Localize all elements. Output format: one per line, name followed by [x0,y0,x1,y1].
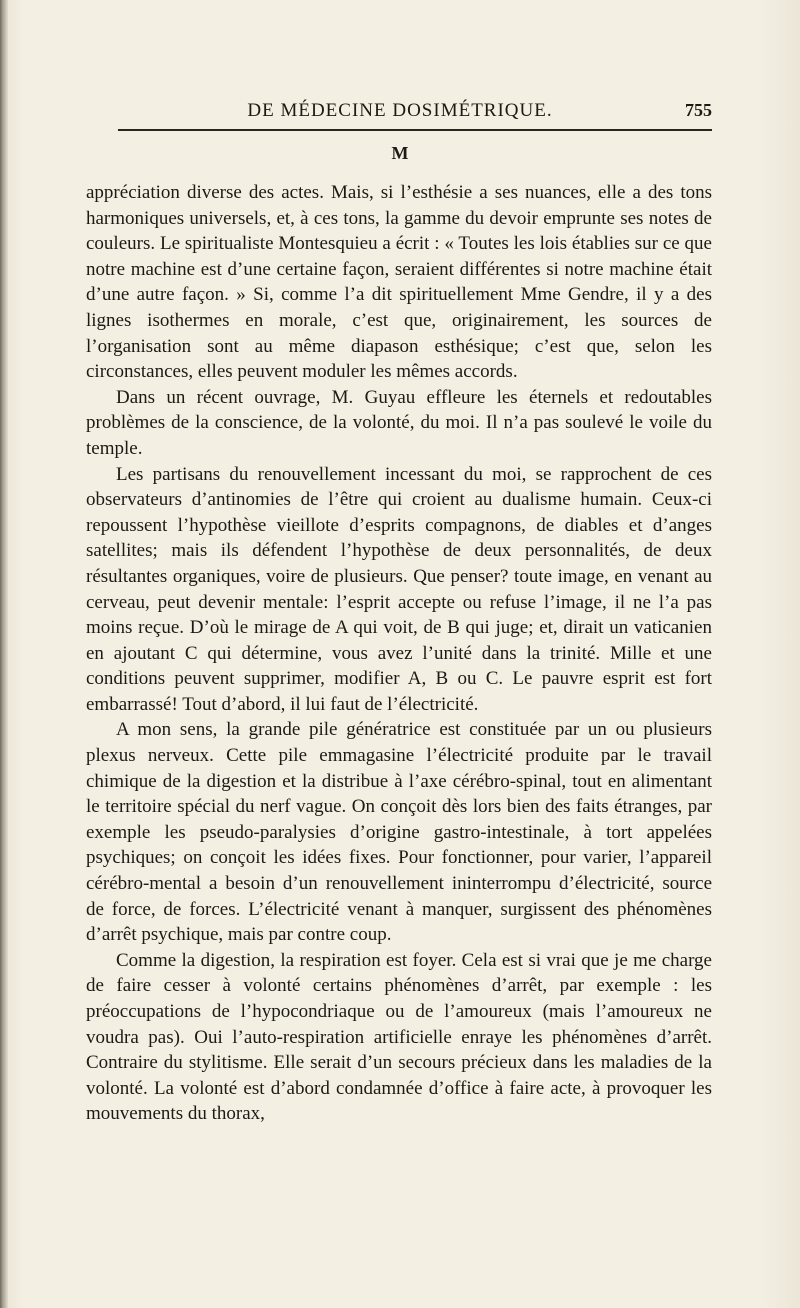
paragraph: Dans un récent ouvrage, M. Guyau effleure les éternels et redoutables problèmes de la conscience, de la volonté, du moi. Il n’a pas soulevé le voile du temple. [86,386,712,459]
paragraph: A mon sens, la grande pile génératrice est constituée par un ou plusieurs plexus nerveux. Cette pile emmagasine l’électricité produite par le travail chimique de la digestion et la distribue à l’axe cérébro-spinal, tout en alimentant le territoire spécial du nerf vague. On conçoit dès lors bien des faits étranges, par exemple les pseudo-paralysies d’origine gastro-intestinale, à tort appelées psychiques; on conçoit les idées fixes. Pour fonctionner, pour varier, l’appareil cérébro-mental a besoin d’un renouvellement ininterrompu d’électricité, source de force, de forces. L’électricité venant à manquer, surgissent des phénomènes d’arrêt psychique, mais par contre coup. [86,719,712,946]
signature-mark: M [391,143,409,163]
paragraph: Les partisans du renouvellement incessant du moi, se rapprochent de ces observateurs d’antinomies de l’être qui croient au dualisme humain. Ceux-ci repoussent l’hypothèse vieillote d’esprits compagnons, de diables et d’anges satellites; mais ils défendent l’hypothèse de deux personnalités, de deux résultantes organiques, voire de plusieurs. Que penser? toute image, en venant au cerveau, peut devenir mentale: l’esprit accepte ou refuse l’image, il ne l’a pas moins reçue. D’où le mirage de A qui voit, de B qui juge; et, dirait un vaticanien en ajoutant C qui détermine, vous avez l’unité dans la trinité. Mille et une conditions peuvent supprimer, modifier A, B ou C. Le pauvre esprit est fort embarrassé! Tout d’abord, il lui faut de l’électricité. [86,463,712,715]
paragraph: appréciation diverse des actes. Mais, si l’esthésie a ses nuances, elle a des tons harmoniques universels, et, à ces tons, la gamme du devoir emprunte ses notes de couleurs. Le spiritualiste Montesquieu a écrit : « Toutes les lois établies sur ce que notre machine est d’une certaine façon, seraient différentes si notre machine était d’une autre façon. » Si, comme l’a dit spirituellement Mme Gendre, il y a des lignes isothermes en morale, c’est que, originairement, les sources de l’organisation sont au même diapason esthésique; c’est que, selon les circonstances, elles peuvent moduler les mêmes accords. [86,182,712,383]
running-head [88,98,712,126]
page-number: 755 [685,100,712,120]
header-rule [118,129,712,131]
paragraph: Comme la digestion, la respiration est foyer. Cela est si vrai que je me charge de faire cesser à volonté certains phénomènes d’arrêt, par exemple : les préoccupations de l’hypocondriaque ou de l’amoureux (mais l’amoureux ne voudra pas). Oui l’auto-respiration artificielle enraye les phénomènes d’arrêt. Contraire du stylitisme. Elle serait d’un secours précieux dans les maladies de la volonté. La volonté est d’abord condamnée d’office à faire acte, à provoquer les mouvements du thorax, [86,949,712,1125]
running-title: DE MÉDECINE DOSIMÉTRIQUE. [247,100,553,121]
body-text [86,180,712,1127]
binding-shadow [0,0,8,1308]
